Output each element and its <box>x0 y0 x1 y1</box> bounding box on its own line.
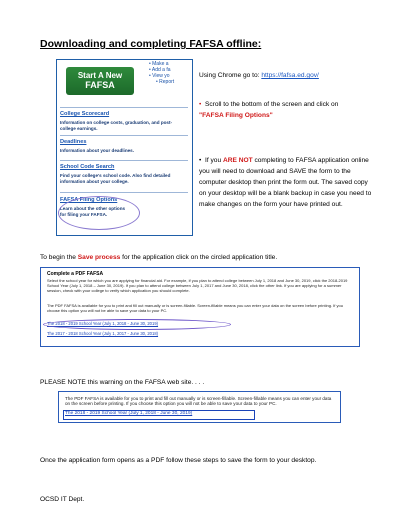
pdf-fafsa-para-2: The PDF FAFSA is available for you to print and fill out manually or is screen-fillable. Screen-fillable means you can enter your data on the screen before printing. If you choose this option you will not be able to save your data to your PC. <box>47 303 343 313</box>
highlight-circle <box>43 319 231 330</box>
college-scorecard-desc: Information on college costs, graduation, and post-college earnings. <box>60 120 173 131</box>
school-year-2018-link: The 2018 - 2019 School Year (July 1, 2018 - June 30, 2019) <box>47 321 159 326</box>
fafsa-filing-options-link: FAFSA Filing Options <box>60 197 118 203</box>
chrome-instruction-text: Using Chrome go to: <box>199 72 262 79</box>
begin-pre: To begin the <box>40 254 78 261</box>
scroll-instruction-text: Scroll to the bottom of the screen and click on <box>204 101 339 108</box>
save-process-highlight: Save process <box>77 254 121 261</box>
college-scorecard-link: College Scorecard <box>60 111 110 117</box>
scroll-instruction <box>199 99 369 121</box>
filing-options-highlight: "FAFSA Filing Options" <box>199 112 273 119</box>
bullet-icon: • <box>199 101 202 108</box>
fafsa-sidebar-screenshot <box>56 59 193 236</box>
begin-instruction <box>40 252 380 263</box>
warning-note: PLEASE NOTE this warning on the FAFSA web site. . . . <box>40 379 205 386</box>
pdf-instruction-post: completing to FAFSA application online you will need to download and SAVE the form to the computer desktop then print the form out. The saved copy on your desktop will be a blank backup in case you need to make changes on the form your have printed out. <box>199 157 372 208</box>
bullet-item: • Add a fa <box>149 67 174 73</box>
school-year-2017-link: The 2017 - 2018 School Year (July 1, 2017 - June 30, 2018) <box>47 331 159 336</box>
document-title: Downloading and completing FAFSA offline: <box>40 38 262 50</box>
highlight-circle <box>58 196 140 230</box>
bullet-icon: • <box>199 157 202 164</box>
top-bullet-list <box>149 61 174 85</box>
footer-text: OCSD IT Dept. <box>40 496 85 503</box>
divider <box>60 160 188 161</box>
pdf-fafsa-para-1: Select the school year for which you are applying for financial aid. For example, if you plan to attend college between July 1, 2018 and June 30, 2019, click the 2018-2019 School Year (July 1, 2018 – June 30, 2019). If you plan to attend college between July 1, 2017 and June 30, 2018, click the other link. If you are applying for a summer session, check with your college to verify which application you should complete. <box>47 278 348 293</box>
highlight-box <box>63 410 255 420</box>
deadlines-desc: Information about your deadlines. <box>60 148 135 153</box>
school-year-2018-link: The 2018 - 2019 School Year (July 1, 2018 - June 30, 2019) <box>65 411 193 416</box>
start-new-fafsa-button <box>66 67 134 95</box>
divider <box>60 192 188 193</box>
pdf-instruction-pre: If you <box>204 157 223 164</box>
start-button-line-2: FAFSA <box>85 80 115 90</box>
bullet-item: • Report <box>149 79 174 85</box>
warning-screenshot <box>58 391 341 423</box>
divider <box>60 135 188 136</box>
divider <box>60 107 188 108</box>
deadlines-link: Deadlines <box>60 139 87 145</box>
school-code-search-desc: Find your college's school code. Also find detailed information about your college. <box>60 173 171 184</box>
school-code-search-link: School Code Search <box>60 164 115 170</box>
fafsa-filing-options-desc: Learn about the other options for filing your FAFSA. <box>60 206 126 217</box>
chrome-instruction <box>199 70 319 81</box>
pdf-fafsa-heading: Complete a PDF FAFSA <box>47 271 104 277</box>
pdf-instruction <box>199 155 374 210</box>
are-not-highlight: ARE NOT <box>222 157 253 164</box>
begin-post: for the application click on the circled application title. <box>120 254 278 261</box>
bullet-item: • Make a <box>149 61 174 67</box>
complete-pdf-fafsa-screenshot <box>40 267 360 347</box>
final-instruction: Once the application form opens as a PDF follow these steps to save the form to your desktop. <box>40 457 317 464</box>
warning-para: The PDF FAFSA is available for you to print and fill out manually or is screen-fillable. Screen-fillable means you can enter your data on the screen before printing. If you choose this option you will not be able to save your data to your PC. <box>65 396 332 407</box>
fafsa-url-link[interactable]: https://fafsa.ed.gov/ <box>261 72 319 79</box>
start-button-line-1: Start A New <box>77 71 123 80</box>
bullet-item: • View yo <box>149 73 174 79</box>
